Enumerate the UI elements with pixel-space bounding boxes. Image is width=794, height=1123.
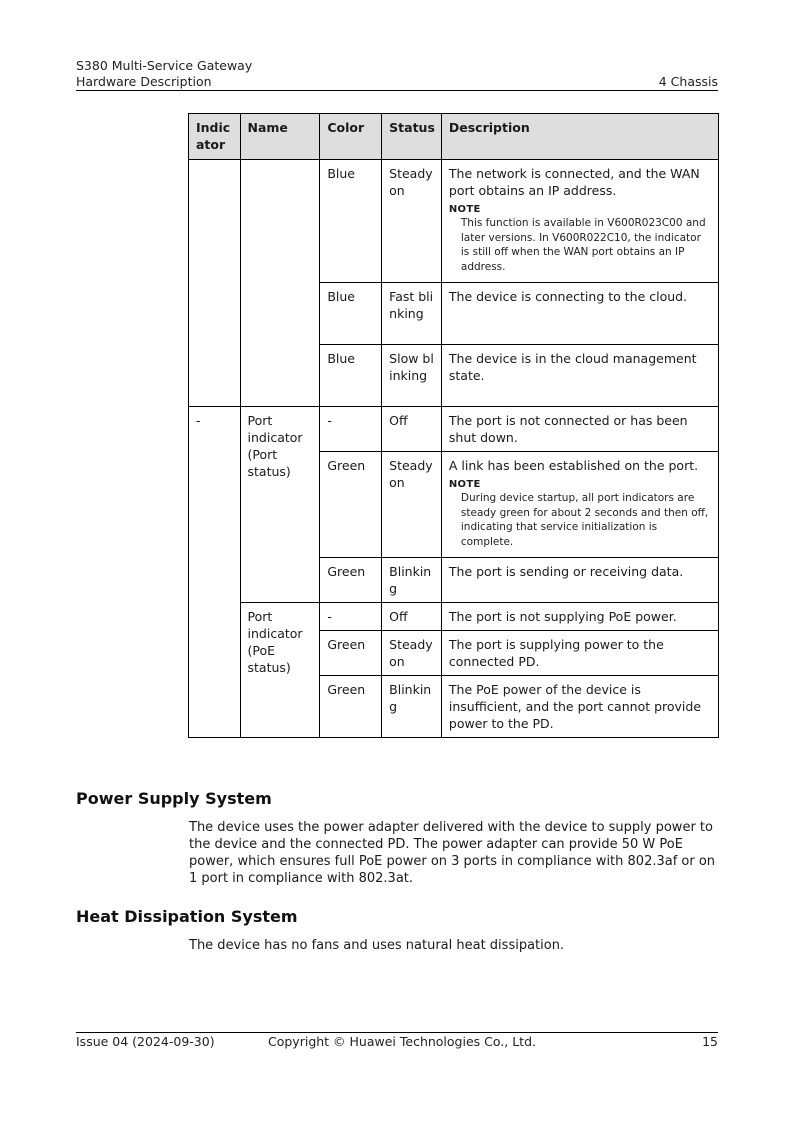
indicator-cell [189, 160, 241, 407]
description-cell: The port is supplying power to the connected PD. [441, 631, 718, 676]
description-cell: The port is not supplying PoE power. [441, 603, 718, 631]
name-cell: Port indicator (PoE status) [240, 603, 320, 738]
color-cell: Green [320, 676, 382, 738]
color-cell: Blue [320, 160, 382, 283]
name-cell: Port indicator (Port status) [240, 407, 320, 603]
note-label: NOTE [448, 204, 481, 215]
status-cell: Off [382, 603, 442, 631]
column-header-name: Name [240, 114, 320, 160]
indicator-table [188, 113, 719, 738]
section-heading-power-supply: Power Supply System [76, 789, 272, 808]
description-cell: The port is sending or receiving data. [441, 558, 718, 603]
description-cell [441, 452, 718, 558]
section-body-heat-dissipation: The device has no fans and uses natural heat dissipation. [189, 938, 565, 953]
note-text: This function is available in V600R023C00 and later versions. In V600R022C10, the indicator is still off when the WAN port obtains an IP address. [460, 217, 706, 273]
header-divider [76, 90, 718, 91]
description-text: A link has been established on the port. [448, 458, 699, 473]
description-cell: The device is in the cloud management state. [441, 345, 718, 407]
note-text: During device startup, all port indicators are steady green for about 2 seconds and then off, indicating that service initialization is complete. [460, 492, 709, 548]
chapter-label: 4 Chassis [658, 74, 718, 89]
color-cell: Green [320, 452, 382, 558]
status-cell: Steady on [382, 160, 442, 283]
status-cell: Steady on [382, 452, 442, 558]
copyright-text: Copyright © Huawei Technologies Co., Ltd. [268, 1034, 536, 1049]
column-header-description: Description [441, 114, 718, 160]
status-cell: Blinking [382, 676, 442, 738]
footer-divider [76, 1032, 718, 1033]
color-cell: Blue [320, 283, 382, 345]
description-cell: The device is connecting to the cloud. [441, 283, 718, 345]
color-cell: - [320, 407, 382, 452]
table-header-row [189, 114, 719, 160]
color-cell: Blue [320, 345, 382, 407]
name-cell [240, 160, 320, 407]
column-header-color: Color [320, 114, 382, 160]
column-header-indicator: Indic ator [189, 114, 241, 160]
table-row [189, 603, 719, 631]
status-cell: Fast blinking [382, 283, 442, 345]
status-cell: Off [382, 407, 442, 452]
page-header [76, 58, 718, 90]
section-body-power-supply: The device uses the power adapter delivered with the device to supply power to the device and the connected PD. The power adapter can provide 50 W PoE power, which ensures full PoE power on 3 ports in compliance with 802.3af or on 1 port in compliance with 802.3at. [189, 820, 716, 886]
page-number: 15 [702, 1034, 718, 1049]
note-label: NOTE [448, 479, 481, 490]
description-cell: The port is not connected or has been shut down. [441, 407, 718, 452]
document-title: Hardware Description [76, 74, 212, 89]
status-cell: Steady on [382, 631, 442, 676]
section-heading-heat-dissipation: Heat Dissipation System [76, 907, 298, 926]
status-cell: Slow blinking [382, 345, 442, 407]
issue-label: Issue 04 (2024-09-30) [76, 1034, 215, 1049]
description-cell [441, 160, 718, 283]
indicator-cell: - [189, 407, 241, 738]
column-header-status: Status [382, 114, 442, 160]
table-row [189, 160, 719, 283]
table-row [189, 407, 719, 452]
color-cell: - [320, 603, 382, 631]
color-cell: Green [320, 631, 382, 676]
description-text: The network is connected, and the WAN port obtains an IP address. [448, 166, 700, 198]
status-cell: Blinking [382, 558, 442, 603]
color-cell: Green [320, 558, 382, 603]
description-cell: The PoE power of the device is insufficient, and the port cannot provide power to the PD. [441, 676, 718, 738]
product-name: S380 Multi-Service Gateway [76, 58, 253, 73]
